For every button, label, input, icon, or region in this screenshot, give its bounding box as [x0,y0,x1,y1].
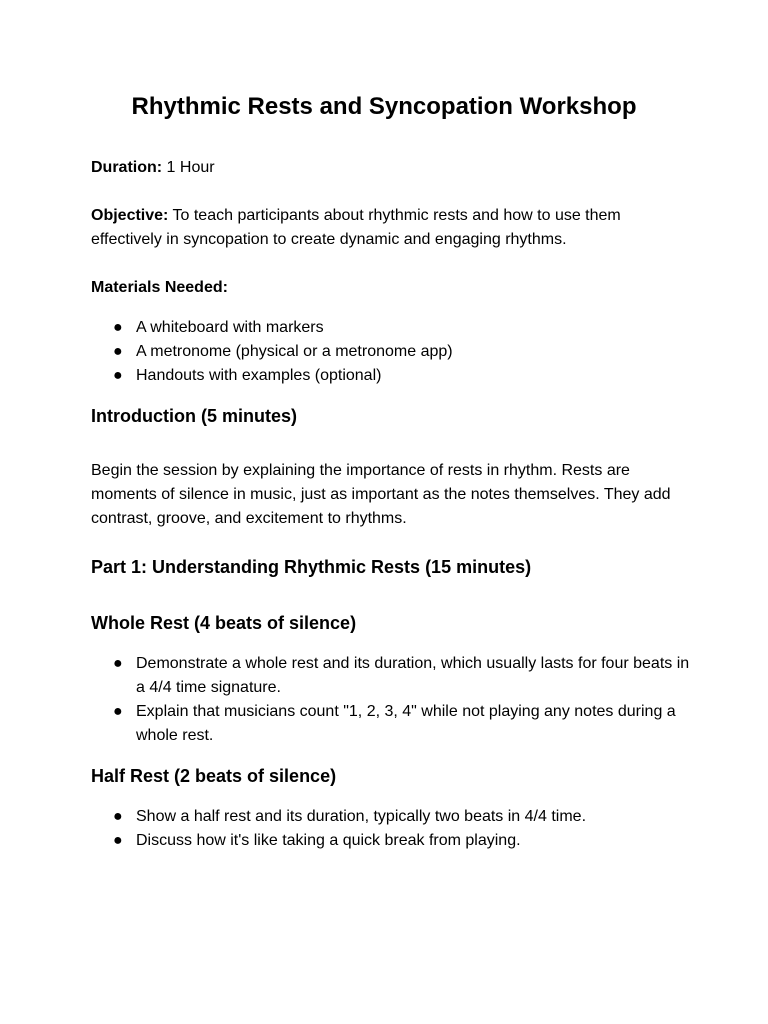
bullet-icon: ● [113,808,123,825]
whole-rest-heading: Whole Rest (4 beats of silence) [91,613,357,633]
list-item-text: Explain that musicians count "1, 2, 3, 4" while not playing any notes during a whole rest. [136,703,676,744]
bullet-icon: ● [113,655,123,672]
list-item-text: A whiteboard with markers [136,319,324,336]
bullet-icon: ● [113,703,123,720]
bullet-icon: ● [113,832,123,849]
list-item [91,829,691,853]
duration-label: Duration: [91,159,163,176]
half-rest-list [91,805,691,853]
objective-text: To teach participants about rhythmic rests and how to use them effectively in syncopation to create dynamic and engaging rhythms. [91,207,621,248]
list-item-text: Handouts with examples (optional) [136,367,382,384]
objective-paragraph [91,204,691,252]
list-item-text: Demonstrate a whole rest and its duration, which usually lasts for four beats in a 4/4 time signature. [136,655,690,696]
materials-heading: Materials Needed: [91,279,228,296]
list-item-text: Show a half rest and its duration, typically two beats in 4/4 time. [136,808,587,825]
list-item [91,364,691,388]
bullet-icon: ● [113,367,123,384]
intro-heading: Introduction (5 minutes) [91,406,297,426]
list-item [91,805,691,829]
list-item [91,652,691,700]
list-item [91,316,691,340]
materials-list [91,316,691,388]
duration-line [91,156,691,180]
bullet-icon: ● [113,343,123,360]
list-item-text: A metronome (physical or a metronome app) [136,343,453,360]
half-rest-heading: Half Rest (2 beats of silence) [91,766,337,786]
part1-heading: Part 1: Understanding Rhythmic Rests (15 minutes) [91,557,532,577]
bullet-icon: ● [113,319,123,336]
list-item [91,700,691,748]
list-item [91,340,691,364]
duration-value: 1 Hour [162,159,215,176]
objective-label: Objective: [91,207,169,224]
document-title: Rhythmic Rests and Syncopation Workshop [131,93,637,120]
list-item-text: Discuss how it's like taking a quick break from playing. [136,832,521,849]
intro-paragraph: Begin the session by explaining the importance of rests in rhythm. Rests are moments of silence in music, just as important as the notes themselves. They add contrast, groove, and excitement to rhythms. [91,462,671,527]
whole-rest-list [91,652,691,748]
